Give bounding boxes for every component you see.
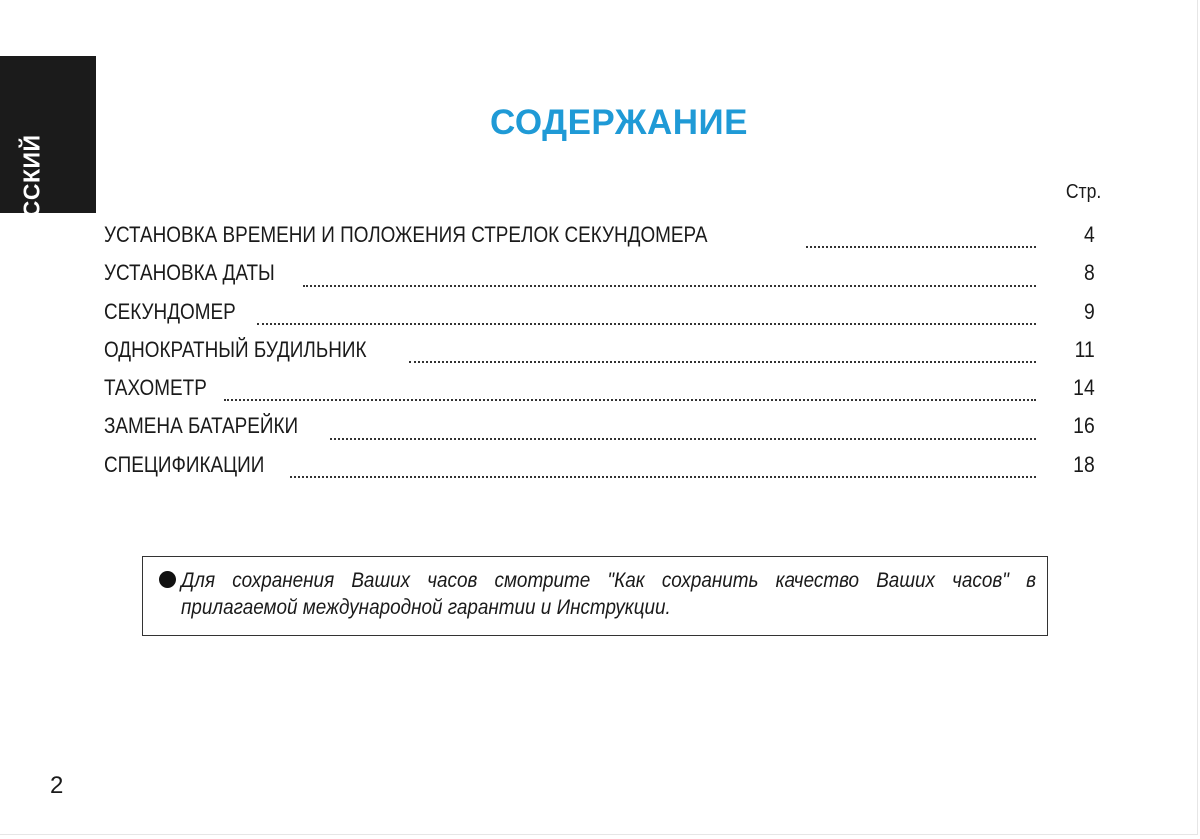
- toc-entry-title: УСТАНОВКА ДАТЫ: [104, 260, 275, 286]
- toc-entry-specifications[interactable]: [104, 452, 1100, 490]
- toc-entry-title: СЕКУНДОМЕР: [104, 298, 236, 324]
- care-note-text: Для сохранения Ваших часов смотрите "Как сохранить качество Ваших часов" в прилагаемой международной гарантии и Инструкции.: [181, 569, 1036, 619]
- toc-entry-page: 14: [1073, 375, 1095, 401]
- toc-entry-tachymeter[interactable]: [104, 375, 1100, 413]
- care-note-box: [142, 556, 1048, 636]
- toc-entry-title: СПЕЦИФИКАЦИИ: [104, 451, 265, 477]
- toc-entry-title: ТАХОМЕТР: [104, 375, 207, 401]
- language-tab-label: РУССКИЙ: [18, 134, 45, 248]
- toc-entry-title: ОДНОКРАТНЫЙ БУДИЛЬНИК: [104, 336, 367, 362]
- table-of-contents: [104, 222, 1100, 490]
- dot-leader: [806, 246, 1036, 248]
- page-column-header: Стр.: [1065, 181, 1101, 203]
- page-title: СОДЕРЖАНИЕ: [489, 103, 748, 142]
- toc-entry-page: 11: [1074, 336, 1095, 362]
- toc-entry-title: УСТАНОВКА ВРЕМЕНИ И ПОЛОЖЕНИЯ СТРЕЛОК СЕКУНДОМЕРА: [104, 222, 708, 247]
- dot-leader: [330, 438, 1036, 440]
- toc-entry-title: ЗАМЕНА БАТАРЕЙКИ: [104, 413, 299, 439]
- toc-entry-battery[interactable]: [104, 413, 1100, 451]
- dot-leader: [257, 323, 1036, 325]
- toc-entry-page: 8: [1083, 260, 1095, 286]
- dot-leader: [290, 476, 1036, 478]
- toc-entry-page: 16: [1073, 413, 1095, 439]
- dot-leader: [224, 399, 1036, 401]
- toc-entry-setting-date[interactable]: [104, 260, 1100, 298]
- toc-entry-alarm[interactable]: [104, 337, 1100, 375]
- dot-leader: [409, 361, 1036, 363]
- dot-leader: [303, 285, 1036, 287]
- toc-entry-stopwatch[interactable]: [104, 299, 1100, 337]
- page-number: 2: [50, 772, 64, 799]
- toc-entry-page: 9: [1083, 298, 1095, 324]
- bullet-icon: [159, 571, 176, 588]
- toc-entry-page: 4: [1083, 222, 1095, 247]
- toc-entry-setting-time[interactable]: [104, 222, 1100, 260]
- toc-entry-page: 18: [1073, 451, 1095, 477]
